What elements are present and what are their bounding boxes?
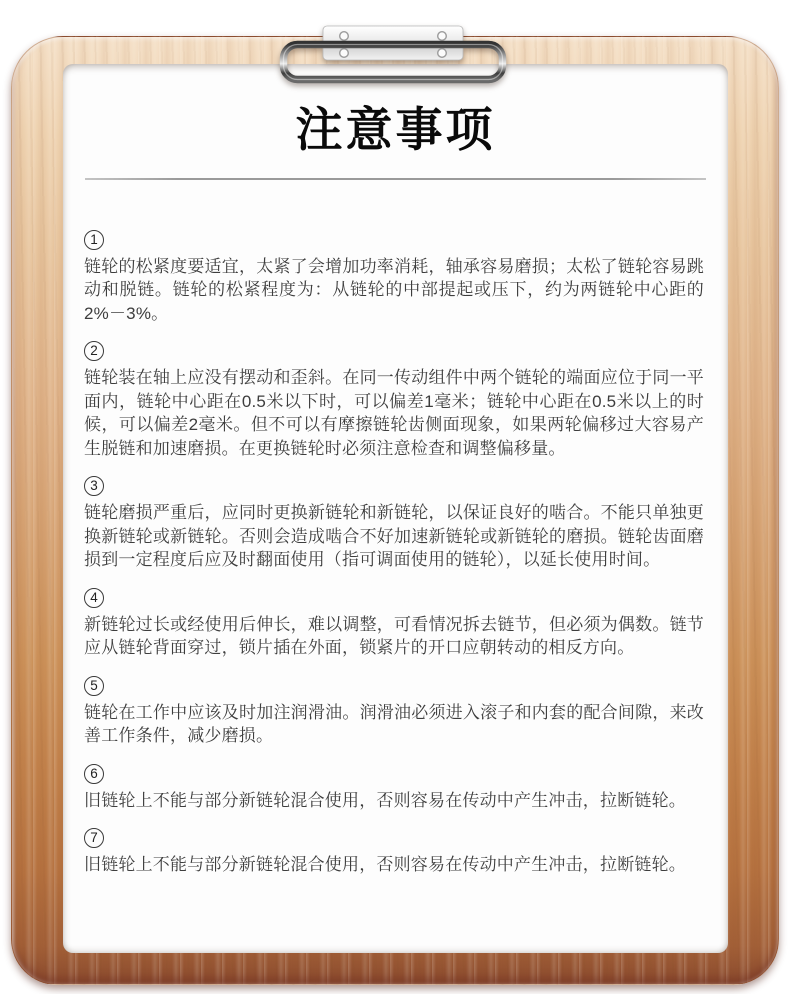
section-item xyxy=(84,676,704,748)
clip-rivet xyxy=(340,32,349,41)
section-item xyxy=(84,764,704,813)
sections-list xyxy=(63,180,728,877)
section-number-badge: 5 xyxy=(84,676,104,696)
section-number-badge: 2 xyxy=(84,341,104,361)
section-number-badge: 4 xyxy=(84,588,104,608)
section-text: 链轮磨损严重后，应同时更换新链轮和新链轮，以保证良好的啮合。不能只单独更换新链轮或新链轮。否则会造成啮合不好加速新链轮或新链轮的磨损。链轮齿面磨损到一定程度后应及时翻面使用（指可调面使用的链轮），以延长使用时间。 xyxy=(84,503,704,570)
clipboard-board xyxy=(11,36,779,985)
section-number-badge: 3 xyxy=(84,476,104,496)
clip-rivet xyxy=(438,49,447,58)
section-text: 新链轮过长或经使用后伸长，难以调整，可看情况拆去链节，但必须为偶数。链节应从链轮背面穿过，锁片插在外面，锁紧片的开口应朝转动的相反方向。 xyxy=(84,614,704,658)
section-text: 链轮的松紧度要适宜，太紧了会增加功率消耗，轴承容易磨损；太松了链轮容易跳动和脱链。链轮的松紧程度为：从链轮的中部提起或压下，约为两链轮中心距的2%－3%。 xyxy=(84,256,704,323)
document-paper xyxy=(63,64,728,953)
section-item xyxy=(84,341,704,460)
section-text: 链轮在工作中应该及时加注润滑油。润滑油必须进入滚子和内套的配合间隙，来改善工作条件，减少磨损。 xyxy=(84,702,704,746)
section-number-badge: 7 xyxy=(84,828,104,848)
section-item xyxy=(84,588,704,660)
section-item xyxy=(84,476,704,572)
section-number-badge: 6 xyxy=(84,764,104,784)
section-item xyxy=(84,828,704,877)
section-text: 旧链轮上不能与部分新链轮混合使用，否则容易在传动中产生冲击，拉断链轮。 xyxy=(84,790,686,810)
section-number-badge: 1 xyxy=(84,230,104,250)
clipboard-clip-icon xyxy=(278,25,508,87)
section-item xyxy=(84,230,704,326)
clip-rivet xyxy=(438,32,447,41)
section-text: 旧链轮上不能与部分新链轮混合使用，否则容易在传动中产生冲击，拉断链轮。 xyxy=(84,855,686,875)
clip-rivet xyxy=(340,49,349,58)
page-title: 注意事项 xyxy=(295,103,496,156)
section-text: 链轮装在轴上应没有摆动和歪斜。在同一传动组件中两个链轮的端面应位于同一平面内，链轮中心距在0.5米以下时，可以偏差1毫米；链轮中心距在0.5米以上的时候，可以偏差2毫米。但不可以有摩擦链轮齿侧面现象，如果两轮偏移过大容易产生脱链和加速磨损。在更换链轮时必须注意检查和调整偏移量。 xyxy=(84,368,704,458)
